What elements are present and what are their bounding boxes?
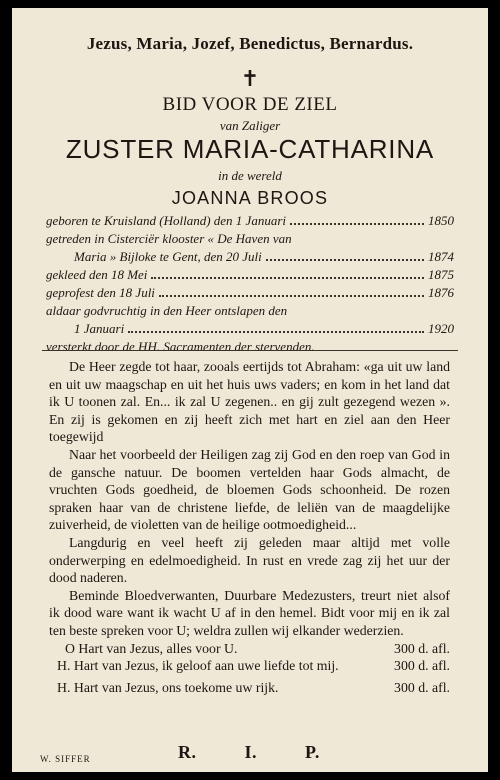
bio-row: getreden in Cisterciër klooster « De Haven van — [46, 231, 292, 246]
prayer-heading: BID VOOR DE ZIEL — [162, 94, 338, 115]
prayer-line: H. Hart van Jezus, ons toekome uw rijk. 300 d. afl. — [57, 679, 450, 695]
prayer-card — [12, 8, 488, 772]
bio-row: 1 Januari 1920 — [74, 321, 454, 336]
prayer-line: O Hart van Jezus, alles voor U. 300 d. afl. — [65, 640, 450, 656]
printer-mark: W. SIFFER — [40, 754, 91, 764]
saints-invocation: Jezus, Maria, Jozef, Benedictus, Bernardus. — [86, 34, 414, 53]
divider — [42, 350, 458, 351]
bio-row: gekleed den 18 Mei 1875 — [46, 267, 454, 282]
religious-name: ZUSTER MARIA-CATHARINA — [65, 134, 435, 164]
eulogy-paragraph: De Heer zegde tot haar, zooals eertijds tot Abraham: «ga uit uw land en uit uw maagschap en uit het huis uws vaders; en kom in het land dat ik U toonen zal. En... ik zal U zegenen.. en gij zult gezegend wezen ». En zij is gekomen en zij heeft zich met hart en ziel aan den Heer toegewijd — [49, 359, 450, 445]
rip-line: R. I. P. — [178, 742, 320, 762]
prayer-line: H. Hart van Jezus, ik geloof aan uwe liefde tot mij. 300 d. afl. — [57, 658, 450, 674]
bio-row: geprofest den 18 Juli 1876 — [46, 285, 454, 300]
biography — [46, 212, 454, 356]
cross-icon: ✝ — [240, 66, 260, 91]
eulogy-paragraph: Beminde Bloedverwanten, Duurbare Medezusters, treurt niet alsof ik dood ware want ik wacht U af in den hemel. Bidt voor mij en ik zal ten beste spreken voor U; weldra zullen wij elkander wederzien. — [49, 587, 450, 638]
eulogy-paragraph: Langdurig en veel heeft zij geleden maar altijd met volle onderwerping en edelmoedigheid. In rust en vrede zag zij het uur der dood naderen. — [49, 534, 450, 586]
in-de-wereld-label: in de wereld — [218, 168, 282, 183]
bio-row: geboren te Kruisland (Holland) den 1 Januari 1850 — [46, 213, 454, 228]
eulogy-text — [49, 358, 450, 696]
bio-row: Maria » Bijloke te Gent, den 20 Juli 1874 — [74, 249, 454, 264]
eulogy-paragraph: Naar het voorbeeld der Heiligen zag zij God en den roep van God in de gansche natuur. De boomen vertelden haar Gods almacht, de vruchten Gods goedheid, de bloemen Gods schoonheid. De rozen spraken haar van de christene liefde, de leliën van de maagdelijke zuiverheid, de violetten van de heilige ootmoedigheid... — [49, 446, 450, 533]
bio-row: versterkt door de HH. Sacramenten der stervenden. — [46, 339, 315, 354]
zaliger-label: van Zaliger — [219, 118, 281, 133]
bio-row: aldaar godvruchtig in den Heer ontslapen den — [46, 303, 288, 318]
civil-name: JOANNA BROOS — [171, 188, 329, 208]
